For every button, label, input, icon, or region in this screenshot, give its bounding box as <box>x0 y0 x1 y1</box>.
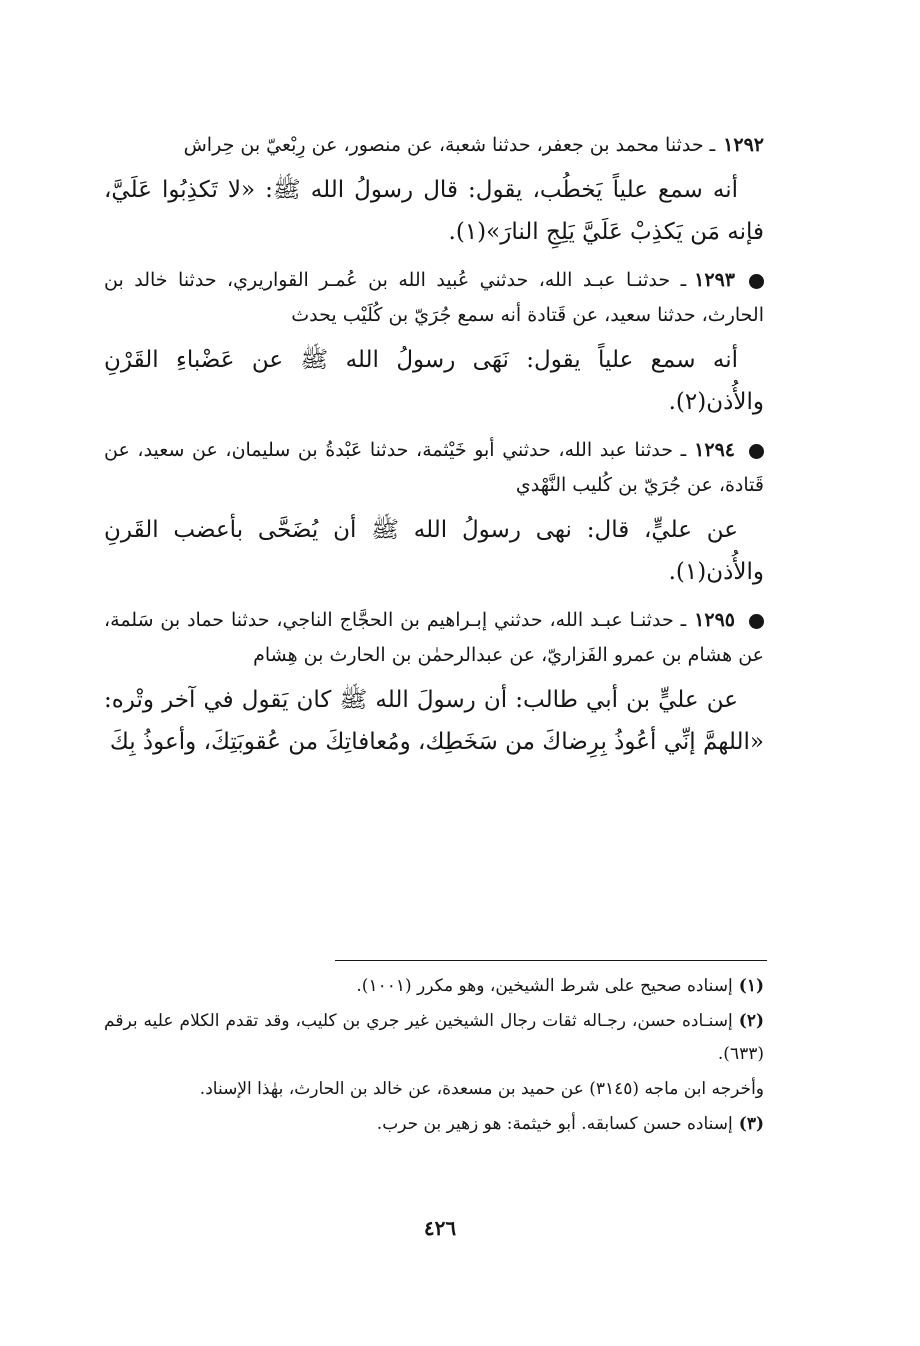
hadith-number: ١٢٩٢ <box>723 134 764 156</box>
main-text <box>104 128 764 773</box>
hadith-entry-1293 <box>104 263 764 423</box>
hadith-entry-1292 <box>104 128 764 253</box>
footnote-text: إسناده حسن كسابقه. أبو خيثمة: هو زهير بن حرب. <box>376 1114 733 1134</box>
isnad-text: ـ حدثنا محمد بن جعفر، حدثنا شعبة، عن منصور، عن رِبْعيّ بن حِراش <box>183 134 716 156</box>
footnote-3 <box>104 1108 764 1141</box>
hadith-entry-1294 <box>104 433 764 593</box>
hadith-isnad <box>104 603 764 673</box>
hadith-isnad <box>104 263 764 333</box>
footnote-text: وأخرجه ابن ماجه (٣١٤٥) عن حميد بن مسعدة، عن خالد بن الحارث، بهٰذا الإسناد. <box>199 1079 764 1099</box>
hadith-matn: أنه سمع علياً يقول: نَهَى رسولُ الله ﷺ عن عَضْباءِ القَرْنِ والأُذن(٢). <box>104 347 764 415</box>
isnad-text: ـ حدثنـا عبـد الله، حدثني عُبيد الله بن عُمـر القواريري، حدثنا خالد بن الحارث، حدثنا سعيد، عن قَتادة أنه سمع جُرَيّ بن كُلَيْب يحدث <box>104 269 764 326</box>
isnad-text: ـ حدثنـا عبـد الله، حدثني إبـراهيم بن الحجَّاج الناجي، حدثنا حماد بن سَلمة، عن هشام بن عمرو الفَزاريّ، عن عبدالرحمٰن بن الحارث بن هِشام <box>104 609 764 666</box>
hadith-matn: عن عليٍّ، قال: نهى رسولُ الله ﷺ أن يُضَحَّى بأعضب القَرنِ والأُذن(١). <box>104 517 764 585</box>
footnotes-divider <box>335 960 767 961</box>
hadith-matn: عن عليٍّ بن أبي طالب: أن رسولَ الله ﷺ كان يَقول في آخر وتْره: «اللهمَّ إنِّي أعُوذُ بِرِضاكَ من سَخَطِك، ومُعافاتِكَ من عُقوبَتِكَ، وأعوذُ بِكَ <box>104 687 764 755</box>
footnote-number: (٣) <box>738 1114 764 1134</box>
footnote-2 <box>104 1005 764 1071</box>
footnote-2-continued <box>104 1073 764 1106</box>
hadith-number: ١٢٩٣ <box>694 269 735 291</box>
bullet-icon <box>749 274 764 289</box>
footnote-number: (٢) <box>738 1011 764 1031</box>
hadith-isnad <box>104 128 764 163</box>
hadith-isnad <box>104 433 764 503</box>
bullet-icon <box>749 444 764 459</box>
hadith-matn: أنه سمع علياً يَخطُب، يقول: قال رسولُ الله ﷺ: «لا تَكذِبُوا عَلَيَّ، فإنه مَن يَكذِبْ عَلَيَّ يَلِجِ النارَ»(١). <box>104 177 764 245</box>
hadith-entry-1295 <box>104 603 764 763</box>
footnote-text: إسنـاده حسن، رجـاله ثقات رجال الشيخين غير جري بن كليب، وقد تقدم الكلام عليه برقم (٦٣٣). <box>104 1011 764 1064</box>
footnote-number: (١) <box>738 976 764 996</box>
page-number: ٤٢٦ <box>423 1216 457 1240</box>
hadith-number: ١٢٩٥ <box>694 609 735 631</box>
footnotes <box>104 970 764 1143</box>
isnad-text: ـ حدثنا عبد الله، حدثني أبو خَيْثمة، حدثنا عَبْدةُ بن سليمان، عن سعيد، عن قَتادة، عن جُرَيّ بن كُليب النَّهْدي <box>104 439 764 496</box>
footnote-1 <box>104 970 764 1003</box>
footnote-text: إسناده صحيح على شرط الشيخين، وهو مكرر (١٠٠١). <box>356 976 733 996</box>
bullet-icon <box>749 614 764 629</box>
hadith-number: ١٢٩٤ <box>694 439 735 461</box>
